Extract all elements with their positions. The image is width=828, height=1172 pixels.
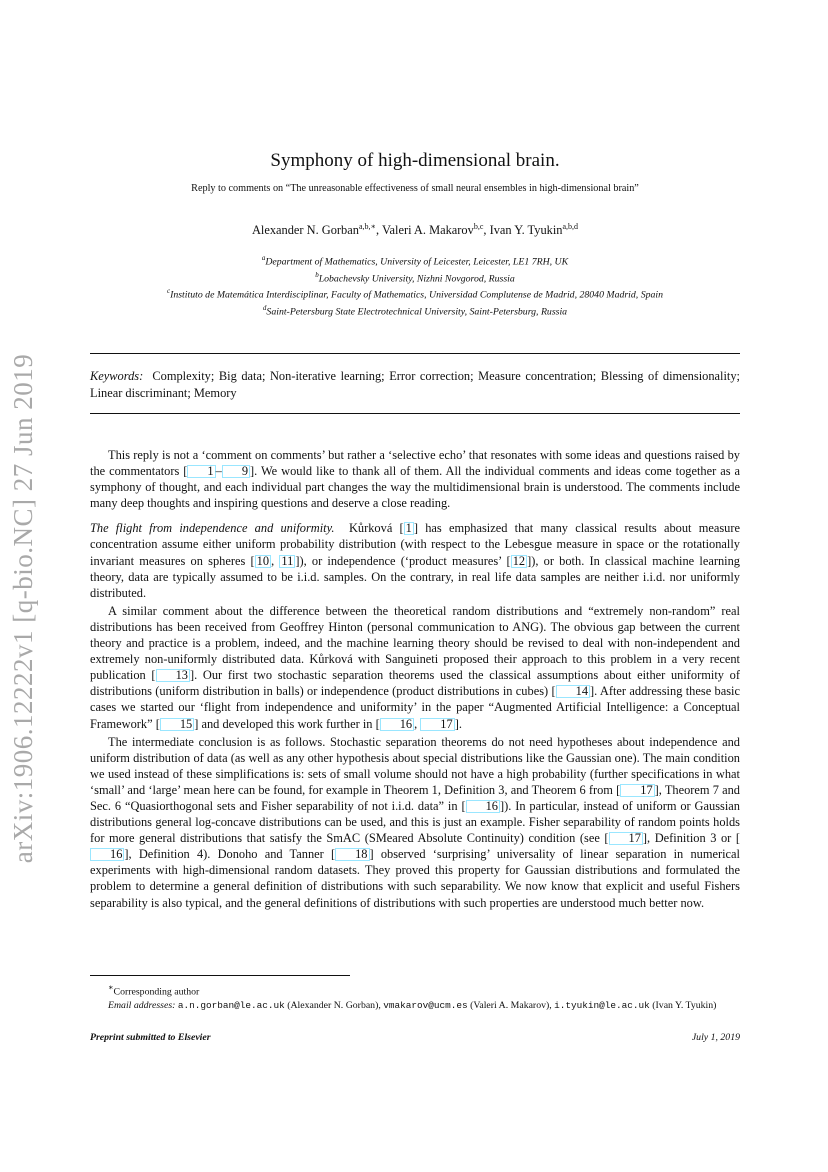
body-text	[90, 447, 740, 911]
affiliation-text: Saint-Petersburg State Electrotechnical University, Saint-Petersburg, Russia	[266, 306, 568, 318]
affiliation-mark: a	[261, 254, 266, 262]
citation-link[interactable]: 9	[222, 465, 250, 478]
footer-date: July 1, 2019	[691, 1032, 740, 1043]
email-link[interactable]: a.n.gorban@le.ac.uk	[177, 999, 285, 1011]
citation-link[interactable]: 13	[156, 669, 190, 682]
keywords-top-rule	[90, 353, 740, 354]
footnotes	[90, 981, 740, 1012]
citation-link[interactable]: 1	[405, 521, 412, 536]
citation-link[interactable]: 11	[281, 553, 294, 568]
footnote-text: Corresponding author	[113, 986, 200, 998]
citation-link[interactable]: 17	[609, 832, 643, 845]
keywords-label: Keywords:	[90, 369, 144, 383]
citation-link[interactable]: 16	[466, 800, 500, 813]
affiliation-mark: c	[166, 287, 171, 296]
paper-subtitle: Reply to comments on “The unreasonable effectiveness of small neural ensembles in high-dimensional brain”	[191, 183, 639, 194]
email-link[interactable]: i.tyukin@le.ac.uk	[554, 999, 650, 1011]
citation-link[interactable]: 1	[187, 465, 215, 478]
paragraph-intro: This reply is not a ‘comment on comments’ but rather a ‘selective echo’ that resonates with some ideas and questions raised by the commentators [ 1 – 9 ]. We would like to thank all of them. All the individual comments and ideas come together as a symphony of thought, and each individual part changes the way the multidimensional brain is understood. The comments include many deep thoughts and inspiring questions and deserve a close reading.	[90, 448, 741, 511]
author-name: Valeri A. Makarov	[381, 223, 474, 238]
author-affil-mark: a,b,∗	[358, 222, 376, 231]
author-affil-mark: b,c	[473, 222, 484, 231]
author-affil-mark: a,b,d	[562, 222, 579, 231]
affiliation	[90, 252, 740, 269]
author-name: Alexander N. Gorban	[251, 223, 359, 238]
author-list: Alexander N. Gorban$^{a,b,∗}$, Valeri A. Makarov$^{b,c}$, Ivan Y. Tyukin$^{a,b,d}$	[251, 222, 579, 238]
citation-link[interactable]: 10	[256, 553, 270, 568]
page-footer	[90, 1032, 740, 1043]
citation-link[interactable]: 15	[160, 718, 194, 731]
arxiv-stamp-text: arXiv:1906.12222v1 [q-bio.NC] 27 Jun 2019	[8, 353, 39, 863]
paper-title: Symphony of high-dimensional brain.	[270, 150, 560, 171]
keywords-text: Complexity; Big data; Non-iterative learning; Error correction; Measure concentration; Blessing of dimensionality; Linear discriminant; Memory	[90, 369, 740, 400]
email-label: Email addresses:	[108, 999, 176, 1011]
affiliation	[90, 285, 740, 302]
citation-link[interactable]: 17	[620, 784, 654, 797]
affiliation-text: Lobachevsky University, Nizhni Novgorod, Russia	[318, 272, 515, 284]
citation-link[interactable]: 17	[420, 718, 454, 731]
paragraph-conclusion: The intermediate conclusion is as follows. Stochastic separation theorems do not need hypotheses about independence and uniform distribution of data (as well as any other hypothesis about special distributions like the Gaussian one). The main condition we used instead of these simplifications is: sets of small volume should not have a high probability (further specifications in what ‘small’ and ‘large’ mean here can be found, for example in Theorem 1, Definition 3, and Theorem 6 from [ 17 ], Theorem 7 and Sec. 6 “Quasiorthogonal sets and Fisher separability of not i.i.d. data” in [ 16 ]). In particular, instead of uniform or Gaussian distributions general log-concave distributions can be used, and this is just an example. Fisher separability of random points holds for more general distributions that satisfy the SmAC (SMeared Absolute Continuity) condition (see [ 17 ], Definition 3 or [16 ], Definition 4). Donoho and Tanner [ 18 ] observed ‘surprising’ universality of linear separation in numerical experiments with high-dimensional random datasets. They proved this property for Gaussian distributions and formulated the problem to determine a general definition of distributions with such separability. We now know that explicit and useful Fishers separability is also typical, and the general definitions of distributions with such properties are understood much better now.	[90, 734, 741, 910]
affiliation-list	[90, 252, 740, 319]
citation-link[interactable]: 16	[380, 718, 414, 731]
footnote-rule	[90, 975, 350, 976]
citation-link[interactable]: 14	[556, 685, 590, 698]
affiliation	[90, 269, 740, 286]
footer-preprint: Preprint submitted to Elsevier	[90, 1032, 211, 1043]
affiliation-mark: b	[315, 270, 319, 279]
section-heading: The flight from independence and uniformity.	[90, 521, 335, 536]
citation-link[interactable]: 16	[90, 848, 124, 861]
footnote-emails: Email addresses: a.n.gorban@le.ac.uk (Alexander N. Gorban), vmakarov@ucm.es (Valeri A. Makarov), i.tyukin@le.ac.uk (Ivan Y. Tyukin)	[108, 999, 717, 1011]
keywords-block	[90, 368, 740, 401]
arxiv-stamp	[4, 316, 44, 900]
affiliation	[90, 302, 740, 319]
affiliation-mark: d	[262, 304, 267, 313]
paragraph-flight: The flight from independence and uniformity. Kůrková [ 1 ] has emphasized that many classical results about measure concentration assume either uniform probability distribution (with respect to the Lebesgue measure in space or the rotationally invariant measures on spheres [ 10 , 11 ]), or independence (‘product measures’ [ 12 ]), or both. In classical machine learning theory, data are typically assumed to be i.i.d. samples. On the contrary, in real life data samples are neither i.i.d. nor uniformly distributed.	[90, 521, 740, 600]
citation-link[interactable]: 12	[512, 553, 526, 568]
footnote-mark: ∗	[108, 983, 114, 992]
footnote-corresponding	[90, 981, 740, 999]
citation-link[interactable]: 18	[335, 848, 369, 861]
keywords-bottom-rule	[90, 413, 740, 414]
paragraph-hinton: A similar comment about the difference between the theoretical random distributions and “extremely non-random” real distributions has been received from Geoffrey Hinton (personal communication to ANG). The obvious gap between the current theory and practice is a problem, indeed, and the machine learning theory should be revised to deal with non-independent and extremely non-uniformly distributed data. Kůrková with Sanguineti proposed their approach to this problem in a very recent publication [ 13 ]. Our first two stochastic separation theorems used the classical assumptions about either uniformity of distributions (uniform distribution in balls) or independence (product distributions in cubes) [ 14 ]. After addressing these basic cases we started our ‘flight from independence and uniformity’ in the paper “Augmented Artificial Intelligence: a Conceptual Framework” [ 15 ] and developed this work further in [ 16 , 17 ].	[90, 603, 741, 731]
author-name: Ivan Y. Tyukin	[489, 223, 563, 238]
email-link[interactable]: vmakarov@ucm.es	[383, 999, 468, 1011]
affiliation-text: Instituto de Matemática Interdisciplinar, Faculty of Mathematics, Universidad Complutense de Madrid, 28040 Madrid, Spain	[170, 289, 664, 301]
affiliation-text: Department of Mathematics, University of Leicester, Leicester, LE1 7RH, UK	[265, 256, 569, 268]
